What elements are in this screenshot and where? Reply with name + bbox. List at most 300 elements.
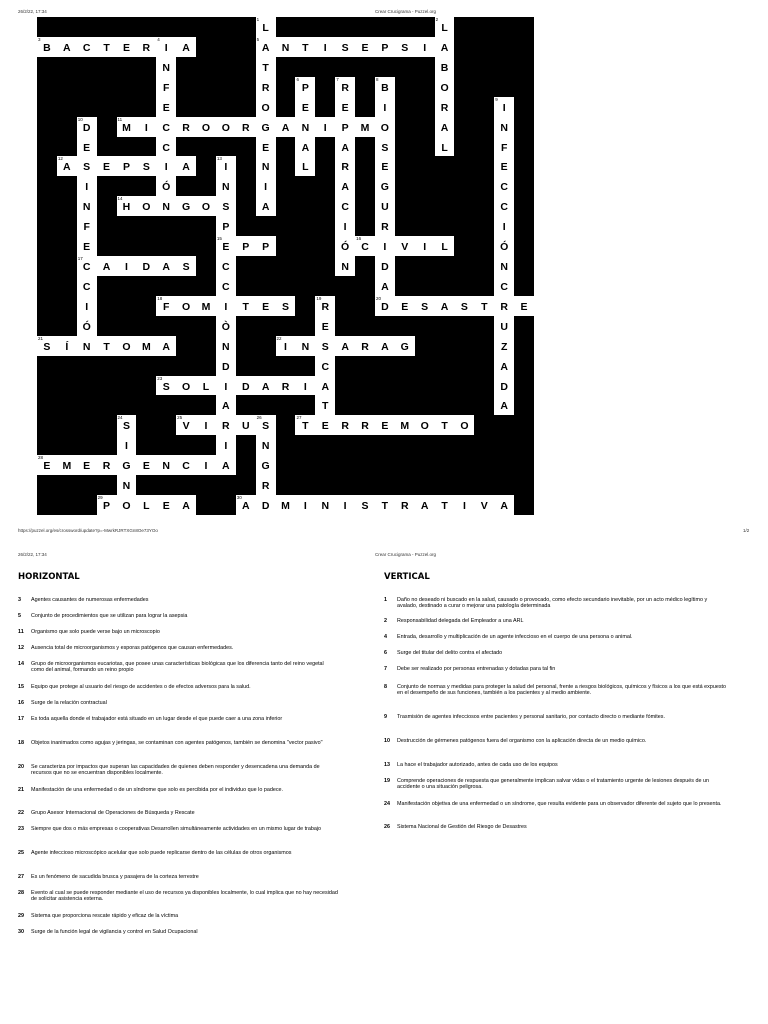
grid-cell[interactable] [435, 97, 455, 117]
cell-letter: D [381, 300, 389, 313]
grid-cell[interactable] [216, 276, 236, 296]
grid-cell[interactable] [156, 296, 176, 316]
grid-cell[interactable] [355, 236, 375, 256]
grid-cell[interactable] [256, 117, 276, 137]
cell-letter: S [122, 420, 130, 433]
grid-cell[interactable] [355, 336, 375, 356]
cell-letter: G [400, 340, 409, 353]
clue-number: 8 [384, 684, 387, 690]
clue-text: Destrucción de gérmenes patógenos fuera del organismo con la aplicación directa de un medio químico. [397, 738, 647, 744]
grid-cell[interactable] [256, 415, 276, 435]
grid-cell[interactable] [494, 296, 514, 316]
grid-cell[interactable] [375, 37, 395, 57]
cell-letter: I [224, 380, 228, 393]
grid-cell[interactable] [156, 117, 176, 137]
clue-text: Entrada, desarrollo y multiplicación de un agente infeccioso en el cuerpo de una persona o animal. [397, 634, 633, 640]
clue-number: 15 [18, 684, 24, 690]
grid-cell[interactable] [335, 236, 355, 256]
grid-cell[interactable] [375, 77, 395, 97]
grid-cell[interactable] [335, 77, 355, 97]
grid-cell[interactable] [77, 37, 97, 57]
cell-number: 29 [97, 495, 103, 501]
cell-letter: S [341, 41, 349, 54]
grid-cell[interactable] [77, 236, 97, 256]
grid-cell[interactable] [435, 117, 455, 137]
clue-text: Surge de la relación contractual [31, 700, 107, 706]
clue-text: Es un fenómeno de sacudida brusca y pasajera de la corteza terrestre [31, 874, 199, 880]
grid-cell[interactable] [196, 117, 216, 137]
grid-cell[interactable] [117, 256, 137, 276]
grid-cell[interactable] [57, 455, 77, 475]
grid-cell[interactable] [136, 156, 156, 176]
cell-letter: T [481, 300, 488, 313]
grid-cell[interactable] [375, 256, 395, 276]
grid-cell[interactable] [176, 296, 196, 316]
grid-cell[interactable] [156, 57, 176, 77]
grid-cell[interactable] [216, 256, 236, 276]
grid-cell[interactable] [375, 276, 395, 296]
grid-cell[interactable] [355, 117, 375, 137]
grid-cell[interactable] [156, 137, 176, 157]
grid-cell[interactable] [117, 435, 137, 455]
grid-cell[interactable] [97, 495, 117, 515]
grid-cell[interactable] [156, 97, 176, 117]
grid-cell[interactable] [156, 455, 176, 475]
cell-number: 7 [336, 76, 339, 82]
grid-cell[interactable] [256, 196, 276, 216]
grid-cell[interactable] [494, 156, 514, 176]
grid-cell[interactable] [355, 415, 375, 435]
grid-cell[interactable] [494, 356, 514, 376]
grid-cell[interactable] [176, 415, 196, 435]
grid-cell[interactable] [335, 117, 355, 137]
grid-cell[interactable] [315, 37, 335, 57]
grid-cell[interactable] [176, 376, 196, 396]
grid-cell[interactable] [335, 196, 355, 216]
grid-cell[interactable] [77, 256, 97, 276]
grid-cell[interactable] [295, 97, 315, 117]
cell-letter: V [401, 241, 409, 254]
grid-cell[interactable] [295, 376, 315, 396]
grid-cell[interactable] [435, 495, 455, 515]
grid-cell[interactable] [176, 117, 196, 137]
grid-cell[interactable] [216, 296, 236, 316]
grid-cell[interactable] [315, 376, 335, 396]
clue-text: Daño no deseado ni buscado en la salud, causado o provocado, como efecto secundario inevitable, por un acto médico legítimo y avalado, destinado a curar o mejorar una patología determinada [397, 597, 708, 609]
cell-letter: O [122, 500, 131, 513]
grid-cell[interactable] [77, 117, 97, 137]
cell-letter: R [341, 81, 349, 94]
grid-cell[interactable] [57, 336, 77, 356]
grid-cell[interactable] [494, 117, 514, 137]
grid-cell[interactable] [276, 296, 296, 316]
cell-letter: C [500, 280, 508, 293]
grid-cell[interactable] [176, 256, 196, 276]
grid-cell[interactable] [256, 37, 276, 57]
clue-text: Agente infeccioso microscópico acelular que solo puede replicarse dentro de las células de otros organismos [31, 850, 292, 856]
grid-cell[interactable] [474, 495, 494, 515]
page1-footer-url[interactable]: https://puzzel.org/es/crossword/update?p=-MwrkRJRTXGn8Oe73YOo [18, 528, 158, 533]
clue-text: Manifestación de una enfermedad o de un síndrome que solo es percibida por el individuo que lo padece. [31, 787, 284, 793]
cell-letter: O [221, 121, 230, 134]
cell-letter: A [162, 340, 170, 353]
grid-cell[interactable] [494, 176, 514, 196]
grid-cell[interactable] [295, 156, 315, 176]
cell-letter: T [302, 420, 309, 433]
grid-cell[interactable] [355, 37, 375, 57]
grid-cell[interactable] [136, 256, 156, 276]
grid-cell[interactable] [97, 336, 117, 356]
cell-letter: A [222, 400, 230, 413]
grid-cell[interactable] [136, 117, 156, 137]
grid-cell[interactable] [136, 495, 156, 515]
grid-cell[interactable] [136, 37, 156, 57]
grid-cell[interactable] [256, 475, 276, 495]
grid-cell[interactable] [216, 196, 236, 216]
grid-cell[interactable] [196, 455, 216, 475]
grid-cell[interactable] [236, 376, 256, 396]
cell-letter: N [82, 340, 91, 353]
grid-cell[interactable] [435, 17, 455, 37]
grid-cell[interactable] [474, 296, 494, 316]
grid-cell[interactable] [77, 156, 97, 176]
grid-cell[interactable] [216, 176, 236, 196]
cell-letter: B [440, 61, 449, 74]
grid-cell[interactable] [156, 77, 176, 97]
grid-cell[interactable] [295, 495, 315, 515]
grid-cell[interactable] [494, 97, 514, 117]
cell-letter: A [301, 141, 310, 154]
cell-letter: S [83, 161, 91, 174]
grid-cell[interactable] [375, 117, 395, 137]
grid-cell[interactable] [494, 336, 514, 356]
grid-cell[interactable] [77, 176, 97, 196]
cell-letter: S [401, 41, 409, 54]
grid-cell[interactable] [494, 316, 514, 336]
grid-cell[interactable] [315, 296, 335, 316]
clue-number: 27 [18, 874, 24, 880]
grid-cell[interactable] [295, 137, 315, 157]
grid-cell[interactable] [196, 296, 216, 316]
grid-cell[interactable] [216, 236, 236, 256]
grid-cell[interactable] [156, 196, 176, 216]
grid-cell[interactable] [77, 296, 97, 316]
grid-cell[interactable] [77, 216, 97, 236]
grid-cell[interactable] [315, 316, 335, 336]
cell-letter: A [440, 300, 449, 313]
grid-cell[interactable] [335, 176, 355, 196]
grid-cell[interactable] [395, 336, 415, 356]
grid-cell[interactable] [435, 415, 455, 435]
cell-letter: S [321, 340, 329, 353]
cell-letter: O [420, 420, 429, 433]
grid-cell[interactable] [494, 276, 514, 296]
cell-letter: D [381, 261, 389, 274]
grid-cell[interactable] [494, 256, 514, 276]
grid-cell[interactable] [494, 137, 514, 157]
clue-text: Sistema que proporciona rescate rápido y eficaz de la víctima [31, 913, 179, 919]
grid-cell[interactable] [494, 495, 514, 515]
grid-cell[interactable] [256, 97, 276, 117]
grid-cell[interactable] [236, 495, 256, 515]
cell-letter: N [281, 41, 290, 54]
grid-cell[interactable] [514, 296, 534, 316]
grid-cell[interactable] [196, 415, 216, 435]
grid-cell[interactable] [355, 495, 375, 515]
grid-cell[interactable] [335, 495, 355, 515]
grid-cell[interactable] [216, 356, 236, 376]
grid-cell[interactable] [415, 495, 435, 515]
grid-cell[interactable] [256, 156, 276, 176]
grid-cell[interactable] [77, 276, 97, 296]
grid-cell[interactable] [335, 336, 355, 356]
grid-cell[interactable] [37, 336, 57, 356]
cell-letter: L [441, 141, 448, 154]
cell-letter: I [502, 101, 506, 114]
grid-cell[interactable] [176, 455, 196, 475]
grid-cell[interactable] [136, 336, 156, 356]
grid-cell[interactable] [295, 37, 315, 57]
grid-cell[interactable] [375, 336, 395, 356]
grid-cell[interactable] [395, 415, 415, 435]
grid-cell[interactable] [375, 196, 395, 216]
clue-number: 14 [18, 661, 24, 667]
cell-letter: T [103, 340, 110, 353]
grid-cell[interactable] [156, 37, 176, 57]
cell-letter: S [182, 261, 190, 274]
cell-letter: R [281, 380, 290, 393]
cell-letter: R [361, 340, 369, 353]
grid-cell[interactable] [335, 97, 355, 117]
grid-cell[interactable] [435, 77, 455, 97]
grid-cell[interactable] [276, 376, 296, 396]
grid-cell[interactable] [216, 395, 236, 415]
grid-cell[interactable] [435, 37, 455, 57]
grid-cell[interactable] [117, 336, 137, 356]
grid-cell[interactable] [97, 37, 117, 57]
cell-letter: E [43, 460, 51, 473]
grid-cell[interactable] [375, 176, 395, 196]
grid-cell[interactable] [216, 156, 236, 176]
grid-cell[interactable] [216, 435, 236, 455]
grid-cell[interactable] [395, 37, 415, 57]
cell-letter: A [500, 500, 508, 513]
cell-letter: S [361, 500, 369, 513]
grid-cell[interactable] [335, 216, 355, 236]
grid-cell[interactable] [415, 236, 435, 256]
grid-cell[interactable] [216, 455, 236, 475]
grid-cell[interactable] [494, 216, 514, 236]
cell-number: 17 [77, 256, 83, 262]
grid-cell[interactable] [375, 236, 395, 256]
grid-cell[interactable] [196, 376, 216, 396]
grid-cell[interactable] [236, 415, 256, 435]
grid-cell[interactable] [395, 495, 415, 515]
cell-number: 6 [296, 76, 299, 82]
grid-cell[interactable] [77, 196, 97, 216]
grid-cell[interactable] [256, 137, 276, 157]
grid-cell[interactable] [415, 37, 435, 57]
cell-letter: I [85, 181, 89, 194]
grid-cell[interactable] [276, 495, 296, 515]
grid-cell[interactable] [176, 196, 196, 216]
grid-cell[interactable] [156, 256, 176, 276]
cell-letter: F [162, 300, 170, 313]
grid-cell[interactable] [454, 296, 474, 316]
grid-cell[interactable] [295, 117, 315, 137]
grid-cell[interactable] [395, 236, 415, 256]
grid-cell[interactable] [375, 495, 395, 515]
cell-letter: S [222, 201, 230, 214]
grid-cell[interactable] [216, 336, 236, 356]
grid-cell[interactable] [136, 196, 156, 216]
grid-cell[interactable] [415, 415, 435, 435]
cell-letter: U [500, 320, 508, 333]
grid-cell[interactable] [435, 296, 455, 316]
grid-cell[interactable] [216, 117, 236, 137]
grid-cell[interactable] [176, 156, 196, 176]
grid-cell[interactable] [454, 415, 474, 435]
grid-cell[interactable] [315, 495, 335, 515]
grid-cell[interactable] [117, 117, 137, 137]
grid-cell[interactable] [216, 316, 236, 336]
grid-cell[interactable] [315, 395, 335, 415]
grid-cell[interactable] [97, 455, 117, 475]
grid-cell[interactable] [295, 77, 315, 97]
grid-cell[interactable] [117, 455, 137, 475]
grid-cell[interactable] [117, 415, 137, 435]
grid-cell[interactable] [256, 77, 276, 97]
grid-cell[interactable] [494, 236, 514, 256]
grid-cell[interactable] [494, 376, 514, 396]
grid-cell[interactable] [256, 376, 276, 396]
cell-letter: O [182, 300, 191, 313]
grid-cell[interactable] [176, 37, 196, 57]
grid-cell[interactable] [117, 495, 137, 515]
cell-letter: M [62, 460, 72, 473]
grid-cell[interactable] [77, 455, 97, 475]
grid-cell[interactable] [494, 395, 514, 415]
grid-cell[interactable] [156, 376, 176, 396]
cell-letter: O [201, 201, 211, 214]
grid-cell[interactable] [335, 137, 355, 157]
grid-cell[interactable] [276, 37, 296, 57]
grid-cell[interactable] [77, 316, 97, 336]
grid-cell[interactable] [454, 495, 474, 515]
cell-letter: Z [500, 340, 508, 353]
cell-letter: C [82, 41, 91, 54]
grid-cell[interactable] [435, 137, 455, 157]
cell-letter: A [182, 161, 190, 174]
clue-number: 5 [18, 613, 21, 619]
grid-cell[interactable] [256, 495, 276, 515]
grid-cell[interactable] [97, 256, 117, 276]
grid-cell[interactable] [57, 156, 77, 176]
grid-cell[interactable] [375, 296, 395, 316]
grid-cell[interactable] [335, 415, 355, 435]
grid-cell[interactable] [315, 356, 335, 376]
cell-letter: M [400, 420, 410, 433]
grid-cell[interactable] [236, 236, 256, 256]
grid-cell[interactable] [375, 137, 395, 157]
grid-cell[interactable] [37, 455, 57, 475]
grid-cell[interactable] [117, 37, 137, 57]
grid-cell[interactable] [216, 376, 236, 396]
page1-footer-page-number: 1/2 [743, 528, 750, 533]
grid-cell[interactable] [156, 176, 176, 196]
grid-cell[interactable] [97, 156, 117, 176]
grid-cell[interactable] [276, 117, 296, 137]
clue-number: 1 [384, 597, 387, 603]
grid-cell[interactable] [335, 256, 355, 276]
grid-cell[interactable] [494, 196, 514, 216]
grid-cell[interactable] [375, 156, 395, 176]
cell-number: 13 [216, 156, 222, 162]
grid-cell[interactable] [315, 336, 335, 356]
grid-cell[interactable] [276, 336, 296, 356]
grid-cell[interactable] [156, 336, 176, 356]
cell-number: 22 [276, 335, 282, 341]
cell-letter: L [143, 500, 150, 513]
grid-cell[interactable] [117, 475, 137, 495]
grid-cell[interactable] [295, 415, 315, 435]
grid-cell[interactable] [375, 216, 395, 236]
grid-cell[interactable] [156, 156, 176, 176]
grid-cell[interactable] [156, 495, 176, 515]
clue-number: 26 [384, 824, 390, 830]
cell-letter: N [341, 261, 349, 274]
grid-cell[interactable] [295, 336, 315, 356]
grid-cell[interactable] [216, 216, 236, 236]
grid-cell[interactable] [216, 415, 236, 435]
grid-cell[interactable] [375, 415, 395, 435]
grid-cell[interactable] [37, 37, 57, 57]
grid-cell[interactable] [176, 495, 196, 515]
grid-cell[interactable] [117, 196, 137, 216]
cell-letter: P [341, 121, 349, 134]
grid-cell[interactable] [335, 37, 355, 57]
grid-cell[interactable] [236, 296, 256, 316]
grid-cell[interactable] [77, 137, 97, 157]
grid-cell[interactable] [256, 57, 276, 77]
grid-cell[interactable] [335, 156, 355, 176]
cell-letter: D [500, 380, 508, 393]
grid-cell[interactable] [57, 37, 77, 57]
cell-letter: E [83, 241, 91, 254]
cell-number: 4 [157, 36, 160, 42]
grid-cell[interactable] [375, 97, 395, 117]
cell-letter: O [182, 380, 191, 393]
grid-cell[interactable] [256, 236, 276, 256]
grid-cell[interactable] [236, 117, 256, 137]
grid-cell[interactable] [256, 176, 276, 196]
grid-cell[interactable] [395, 296, 415, 316]
grid-cell[interactable] [196, 196, 216, 216]
grid-cell[interactable] [256, 455, 276, 475]
grid-cell[interactable] [117, 156, 137, 176]
grid-cell[interactable] [415, 296, 435, 316]
grid-cell[interactable] [256, 296, 276, 316]
grid-cell[interactable] [315, 117, 335, 137]
grid-cell[interactable] [315, 415, 335, 435]
grid-cell[interactable] [435, 57, 455, 77]
grid-cell[interactable] [136, 455, 156, 475]
cell-letter: A [440, 121, 449, 134]
grid-cell[interactable] [77, 336, 97, 356]
grid-cell[interactable] [256, 17, 276, 37]
grid-cell[interactable] [256, 435, 276, 455]
grid-cell[interactable] [435, 236, 455, 256]
